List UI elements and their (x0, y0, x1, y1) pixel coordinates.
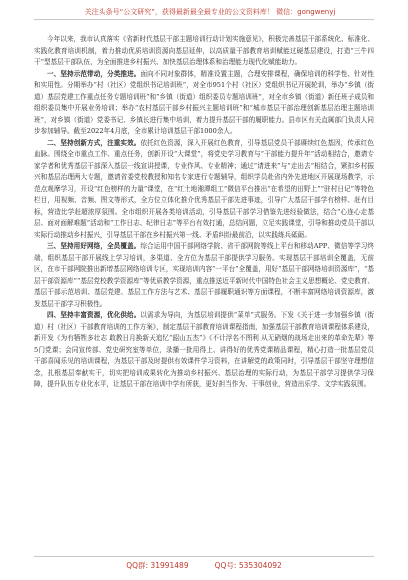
header-divider (34, 19, 374, 20)
footer-qq-number: QQ号: 535304092 (214, 561, 282, 570)
footer-divider (34, 556, 374, 557)
footer-contact (34, 560, 374, 571)
section-heading-3: 三、坚持用好网络，全员覆盖。 (47, 242, 141, 250)
footer-qq-group: QQ群: 31991489 (126, 561, 189, 570)
section-text-1: 面向不同对象群体，精准设置主题，合理安排课程，确保培训的科学性、针对性和实用性。分期举办“村（社区）党组织书记培训班”，对全市951个村（社区）党组织书记开展轮训，举办“乡镇（街道）基层党建工作重点任务专题培训班”和“乡镇（街道）组织委员专题培训班”，对全市乡镇（街道）新任班子成员和组织委员集中开展业务培训；举办“农村基层干部乡村振兴主题培训班”和“城市基层干部治理创新基层治理主题培训班”，对乡镇（街道）党委书记、乡镇长进行集中培训，着力提升基层干部的履职能力。县市区有关直属部门负责人同步参加辅导。截至2022年4月底，全市累计培训基层干部1000余人。 (34, 69, 374, 135)
intro-paragraph: 今年以来，我市认真落实《省新时代基层干部主题培训行动计划实施意见》，积极完善基层干部系统化、标准化、实践化教育培训机制，着力推动优质培训资源向基层延伸，以高质量干部教育培训赋能过硬基层建设，打造“三牛四干”型基层干部队伍，为全面推进乡村振兴、加快基层治理体系和治理能力现代化赋能助力。 (34, 35, 374, 66)
section-text-4: 以需求为导向，为基层培训提供“菜单”式服务。下发《关于进一步加强乡镇（街道）村（社区）干部教育培训的工作方案》，制定基层干部教育培训课程指南，加强基层干部教育培训课程体系建设，新开发《为有牺牲多壮志 敢教日月换新天追忆“韶山五杰”》《不计浮名不图利 从无硝烟的战场走出来的革命先辈》等 5门党课；会同宣传部、党史研究室等单位，录播一批用得上、讲得好的优秀党课精品课程，精心打造一批基层党员干部喜闻乐见的培训课程，为基层干部及时提供有效课件学习资料，在讲解党的政策同时，引导基层干部坚守理想信念，扎根基层奉献实干，切实把培训成果转化为推动乡村振兴、基层治理的实际行动，为基层干部学习提供学习保障，提升队伍专业化水平，让基层干部在培训中学有所获，更好担当作为、干事创业，营造出乐学、文学实践氛围。 (34, 311, 374, 388)
section-heading-2: 二、坚持创新方式，注重实效。 (47, 138, 141, 147)
section-heading-1: 一、坚持示范带动，分类推进。 (47, 69, 141, 78)
section-text-2: 依托红色资源，深入开展红色教育，引导基层党员干部赓续红色基因，传承红色血脉。围绕全市重点工作、重点任务，创新开设“大课堂”，将党史学习教育与“干部能力提升年”活动相结合，邀请专家学者和优秀基层干部深入基层一线宣讲授课，专业作风、专业精神；通过“请进来”与“走出去”相结合，紧扣乡村振兴和基层治理两大专题，邀请省委党校教授和知名专家进行专题辅导，组织学员赴省内外先进地区开展现场教学，示范点观摩学习，开设“红色榜样的力量”课堂，在“红土地湘潭组工”微信平台推出“在希望的田野上”“驻村日记”等特色栏目，用视频、音频、图文等形式，全方位立体化推介优秀基层干部先进事迹，引导广大基层干部学有榜样、赶有目标，营造比学赶超浓厚氛围。全市组织开展各类培训活动，引导基层干部学习借鉴先进经验做法，结合“心连心走基层、面对面解难题”活动和“工作日志、纪律日志”等平台有效打通，总结问题，立足实践课堂，引导和推动党员干部以实际行动推动乡村振兴，引导基层干部在乡村振兴第一线、矛盾纠纷最前沿，以实践练兵砥砺。 (34, 138, 374, 239)
section-paragraph-4 (34, 310, 374, 391)
section-paragraph-1 (34, 69, 374, 138)
section-heading-4: 四、坚持丰富资源，优化供给。 (47, 311, 141, 319)
section-paragraph-2 (34, 138, 374, 242)
document-body (34, 34, 374, 391)
section-paragraph-3 (34, 241, 374, 310)
header-banner: 关注头条号“公文研究”，获得最新最全最专业的公文资料库！ 微信：gongwenyj (84, 8, 336, 16)
section-text-3: 综合运用中国干部网络学院、省干部网院等线上平台和移动APP、微信等学习终端，组织基层干部开展线上学习培训，多渠道、全方位为基层干部提供学习服务。实现基层干部培训全覆盖，无前区，在市干部网院推出新增基层网络培训专区，实现培训内容“一平台”全覆盖，用好“基层干部网络培训资源库”，“基层干部资源库”“基层党校教学资源库”等优质教学资源，重点推送近平新时代中国特色社会主义思想概论、党史教育、基层干部示范培训、基层党建、基层工作方法与艺术、基层干部履职通识等方面课程，不断丰富网络培训资源库，激发基层干部学习积极性。 (34, 242, 374, 308)
